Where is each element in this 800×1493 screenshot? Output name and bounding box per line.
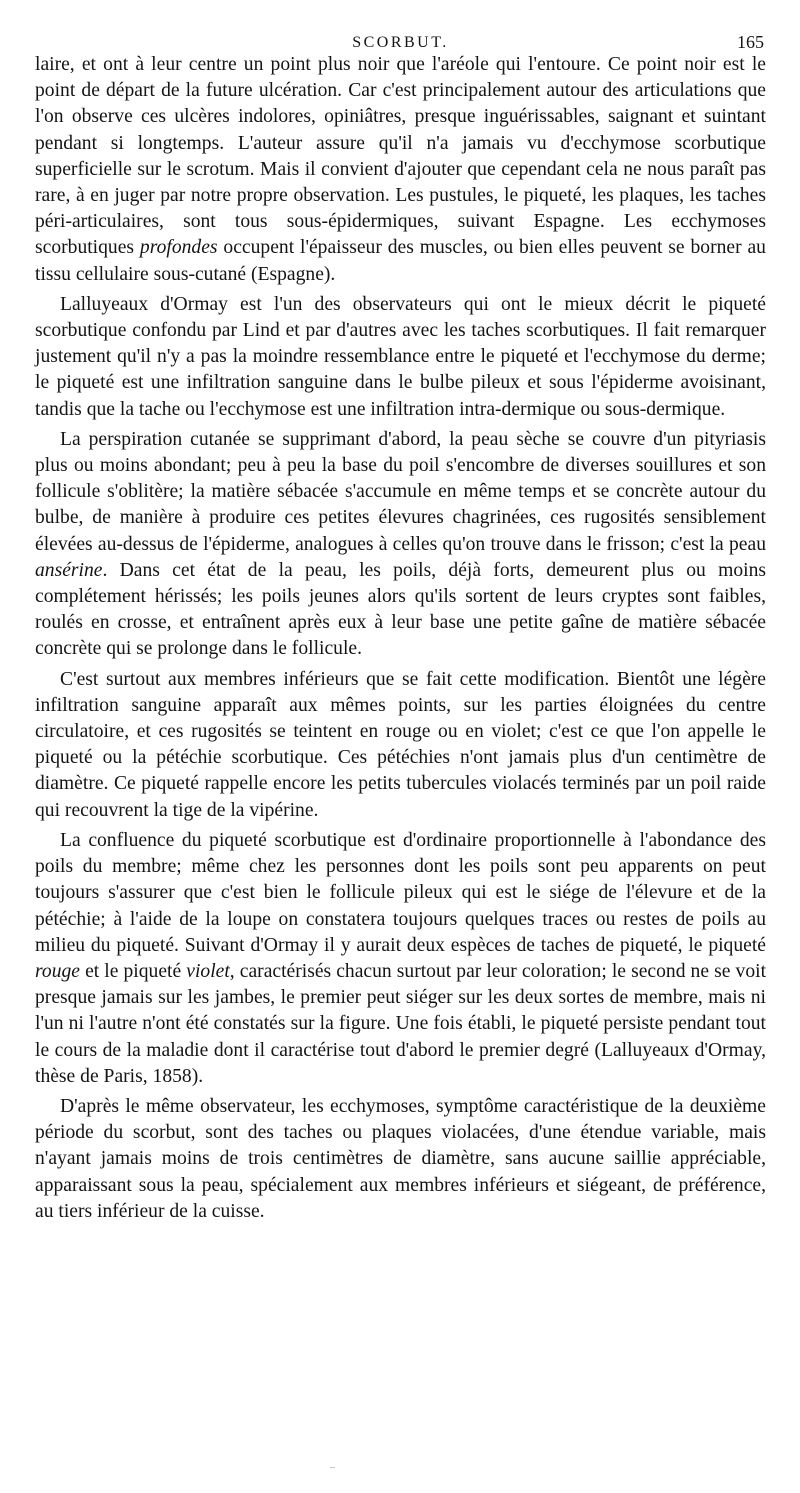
running-title: SCORBUT. [352,34,449,51]
print-speck [330,1467,335,1468]
running-head [35,0,766,52]
book-page [35,0,766,1493]
paragraph [35,667,766,824]
italic-term: rouge [35,960,80,982]
paragraph [35,427,766,663]
text-run: , caractérisés chacun surtout par leur coloration; le second ne se voit presque jamais sur les jambes, le premier peut siéger sur les deux sortes de membre, mais ni l'un ni l'autre n'ont été constatés sur la figure. Une fois établi, le piqueté persiste pendant tout le cours de la maladie dont il caractérise tout d'abord le premier degré (Lalluyeaux d'Ormay, thèse de Paris, 1858). [35,960,767,1087]
text-run: La perspiration cutanée se supprimant d'abord, la peau sèche se couvre d'un pityriasis plus ou moins abondant; peu à peu la base du poil s'encombre de diverses souillures et son follicule s'oblitère; la matière sébacée s'accumule en même temps et se concrète autour du bulbe, de manière à produire ces petites élevures chagrinées, ces rugosités sensiblement élevées au-dessus de l'épiderme, analogues à celles qu'on trouve dans le frisson; c'est la peau [35,428,766,555]
page-number: 165 [737,32,764,52]
italic-term: profondes [139,237,218,259]
text-run: laire, et ont à leur centre un point plus noir que l'aréole qui l'entoure. Ce point noir est le point de départ de la future ulcération. Car c'est principalement autour des articulations que l'on observe ces ulcères indolores, opiniâtres, presque inguérissables, saignant et suintant pendant si longtemps. L'auteur assure qu'il n'a jamais vu d'ecchymose scorbutique superficielle sur le scrotum. Mais il convient d'ajouter que cependant cela ne nous paraît pas rare, à en juger par notre propre observation. Les pustules, le piqueté, les plaques, les taches péri-articulaires, sont tous sous-épidermiques, suivant Espagne. Les ecchymoses scorbutiques [35,54,766,259]
italic-term: violet [186,960,230,982]
text-run: et le piqueté [80,960,187,982]
paragraph [35,292,766,423]
text-run: C'est surtout aux membres inférieurs que se fait cette modification. Bientôt une légère infiltration sanguine apparaît aux mêmes points, sur les parties éloignées du centre circulatoire, et ces rugosités se teintent en rouge ou en violet; c'est ce que l'on appelle le piqueté ou la pétéchie scorbutique. Ces pétéchies n'ont jamais plus d'un centimètre de diamètre. Ce piqueté rappelle encore les petits tubercules violacés terminés par un poil raide qui recouvrent la tige de la vipérine. [35,668,766,821]
italic-term: ansérine [35,559,103,581]
text-run: La confluence du piqueté scorbutique est d'ordinaire proportionnelle à l'abondance des poils du membre; même chez les personnes dont les poils sont peu apparents on peut toujours s'assurer que c'est bien le follicule pileux qui est le siége de l'élevure et de la pétéchie; à l'aide de la loupe on constatera toujours quelques traces ou restes de poils au milieu du piqueté. Suivant d'Ormay il y aurait deux espèces de taches de piqueté, le piqueté [35,829,766,956]
text-run: Lalluyeaux d'Ormay est l'un des observateurs qui ont le mieux décrit le piqueté scorbutique confondu par Lind et par d'autres avec les taches scorbutiques. Il fait remarquer justement qu'il n'y a pas la moindre ressemblance entre le piqueté et l'ecchymose du derme; le piqueté est une infiltration sanguine dans le bulbe pileux et sous l'épiderme avoisinant, tandis que la tache ou l'ecchymose est une infiltration intra-dermique ou sous-dermique. [35,293,766,420]
paragraph-continued [35,52,766,288]
text-run: D'après le même observateur, les ecchymoses, symptôme caractéristique de la deuxième période du scorbut, sont des taches ou plaques violacées, d'une étendue variable, mais n'ayant jamais moins de trois centimètres de diamètre, sans aucune saillie appréciable, apparaissant sous la peau, spécialement aux membres inférieurs et siégeant, de préférence, au tiers inférieur de la cuisse. [35,1095,766,1222]
paragraph [35,828,766,1090]
text-run: . Dans cet état de la peau, les poils, déjà forts, demeurent plus ou moins complétement hérissés; les poils jeunes alors qu'ils sortent de leurs cryptes sont faibles, roulés en crosse, et entraînent après eux à leur base une petite gaîne de matière sébacée concrète qui se prolonge dans le follicule. [35,559,766,660]
body-text [35,52,766,1225]
text-run: occupent l'épaisseur des muscles, ou bien elles peuvent se borner au tissu cellulaire sous-cutané (Espagne). [35,237,766,285]
paragraph [35,1094,766,1225]
